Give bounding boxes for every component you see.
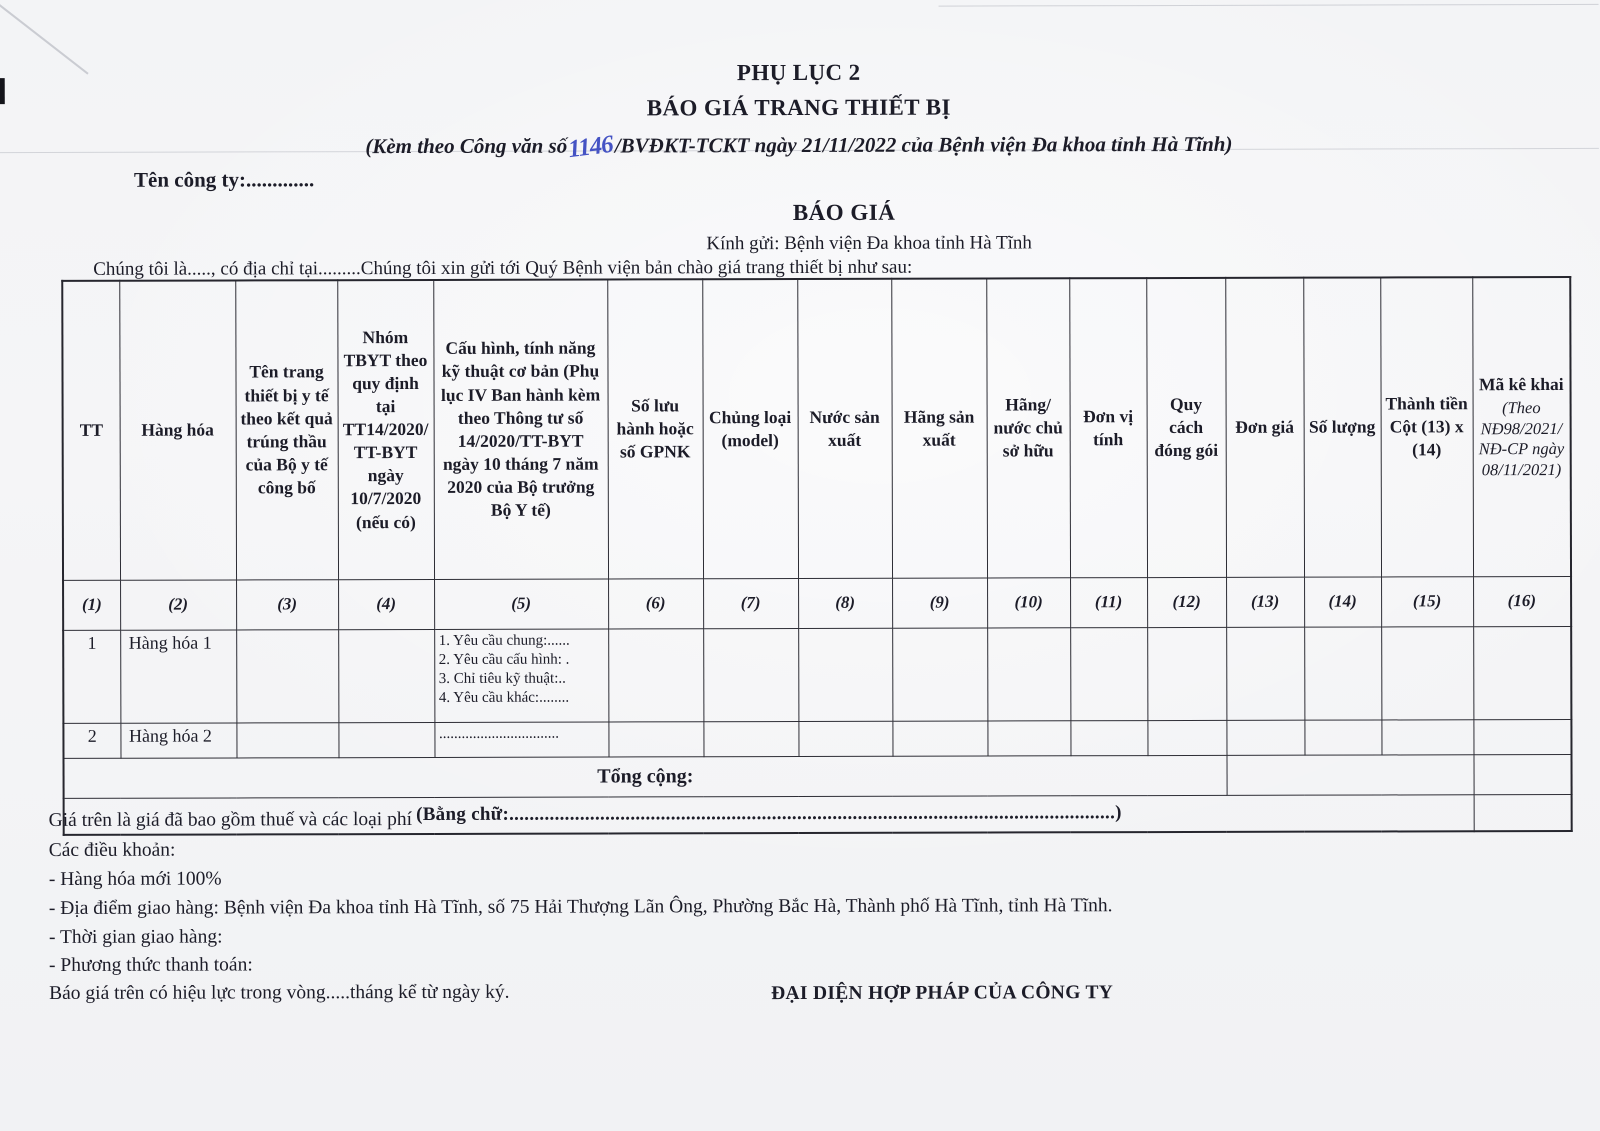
col-number: (11) xyxy=(1070,577,1147,627)
table-row-item-1 xyxy=(63,626,1571,723)
footer-note-tax: Giá trên là giá đã bao gồm thuế và các loại phí xyxy=(48,809,413,831)
company-name-line: Tên công ty:............. xyxy=(133,167,315,192)
empty-cell xyxy=(236,722,338,757)
col-header-hang-san-xuat: Hãng sản xuất xyxy=(891,279,987,578)
item-1-name: Hàng hóa 1 xyxy=(120,629,236,722)
col-header-cau-hinh: Cấu hình, tính năng kỹ thuật cơ bản (Phụ lục IV Ban hành kèm theo Thông tư số 14/2020/TT-BYT ngày 10 tháng 7 năm 2020 của Bộ trưởng Bộ Y tế) xyxy=(433,280,608,579)
total-label-cell: Tổng cộng: xyxy=(64,755,1227,798)
empty-cell xyxy=(338,722,434,757)
column-numbering-row xyxy=(63,576,1571,630)
col-number: (12) xyxy=(1147,577,1226,627)
col-header-chung-loai: Chủng loại (model) xyxy=(702,279,798,578)
empty-cell xyxy=(987,627,1070,720)
col-number: (8) xyxy=(798,578,892,628)
empty-cell xyxy=(1147,720,1226,755)
col-number: (13) xyxy=(1226,577,1304,627)
col-number: (10) xyxy=(987,577,1070,627)
intro-line: Chúng tôi là....., có địa chỉ tại.........Chúng tôi xin gửi tới Quý Bệnh viện bản chào giá trang thiết bị như sau: xyxy=(93,256,913,280)
empty-cell xyxy=(1226,627,1304,720)
col-number: (9) xyxy=(892,578,987,628)
item-1-specs xyxy=(434,629,608,722)
col-header-quy-cach: Quy cách đóng gói xyxy=(1146,278,1226,577)
footer-note-delivery-place: - Địa điểm giao hàng: Bệnh viện Đa khoa tỉnh Hà Tĩnh, số 75 Hải Thượng Lãn Ông, Phường Bắc Hà, Thành phố Hà Tĩnh, tỉnh Hà Tĩnh. xyxy=(48,895,1113,919)
col-number: (4) xyxy=(338,579,434,629)
empty-cell xyxy=(1473,626,1571,719)
empty-cell xyxy=(1381,719,1473,754)
empty-cell xyxy=(798,628,892,721)
col-header-so-luu-hanh: Số lưu hành hoặc số GPNK xyxy=(607,279,703,578)
footer-note-new-goods: - Hàng hóa mới 100% xyxy=(48,868,222,890)
col-header-ma-ke-khai xyxy=(1472,277,1571,576)
col-number: (15) xyxy=(1381,576,1473,626)
document-title: BÁO GIÁ TRANG THIẾT BỊ xyxy=(646,94,951,121)
empty-cell xyxy=(798,721,892,756)
empty-cell xyxy=(1070,627,1147,720)
col-number: (5) xyxy=(434,579,608,629)
col-header-don-gia: Đơn giá xyxy=(1225,278,1304,577)
item-1-tt: 1 xyxy=(63,630,120,723)
empty-cell xyxy=(1474,794,1572,831)
col-number: (1) xyxy=(63,580,120,630)
col-number: (14) xyxy=(1304,576,1381,626)
col-header-nuoc-san-xuat: Nước sản xuất xyxy=(797,279,892,578)
amount-in-words-cell: (Bằng chữ:........................................................................................................................) xyxy=(64,794,1474,834)
empty-cell xyxy=(608,628,703,721)
total-amount-cell xyxy=(1226,754,1473,795)
empty-cell xyxy=(1473,719,1571,754)
col-header-nhom-tbyt: Nhóm TBYT theo quy định tại TT14/2020/TT-BYT ngày 10/7/2020 (nếu có) xyxy=(337,280,434,579)
ma-ke-khai-label: Mã kê khai xyxy=(1478,373,1564,395)
signature-title: ĐẠI DIỆN HỢP PHÁP CỦA CÔNG TY xyxy=(771,982,1114,1005)
col-header-hang-hoa: Hàng hóa xyxy=(119,280,236,579)
empty-cell xyxy=(1147,627,1226,720)
item-2-name: Hàng hóa 2 xyxy=(120,722,236,757)
col-number: (3) xyxy=(236,579,338,629)
empty-cell xyxy=(338,629,434,722)
empty-cell xyxy=(1381,626,1473,719)
col-header-tt: TT xyxy=(62,281,120,580)
col-header-don-vi-tinh: Đơn vị tính xyxy=(1069,278,1147,577)
empty-cell xyxy=(703,628,798,721)
spec-line: 3. Chỉ tiêu kỹ thuật:.. xyxy=(438,670,566,687)
empty-cell xyxy=(1304,719,1381,754)
total-row xyxy=(64,754,1572,798)
col-header-so-luong: Số lượng xyxy=(1303,277,1381,576)
footer-note-terms: Các điều khoản: xyxy=(48,839,176,861)
reference-post: /BVĐKT-TCKT ngày 21/11/2022 của Bệnh viện Đa khoa tỉnh Hà Tĩnh) xyxy=(614,131,1233,158)
appendix-title: PHỤ LỤC 2 xyxy=(736,59,861,86)
empty-cell xyxy=(892,721,987,756)
spec-line: ................................ xyxy=(438,725,559,742)
empty-cell xyxy=(703,721,798,756)
empty-cell xyxy=(892,628,987,721)
quotation-table xyxy=(61,276,1572,835)
col-number: (16) xyxy=(1473,576,1571,626)
reference-line xyxy=(0,129,1599,164)
ma-ke-khai-note: (Theo NĐ98/2021/NĐ-CP ngày 08/11/2021) xyxy=(1478,398,1565,480)
col-number: (7) xyxy=(703,578,798,628)
col-header-thanh-tien: Thành tiền Cột (13) x (14) xyxy=(1380,277,1473,576)
empty-cell xyxy=(1070,720,1147,755)
col-header-ten-thiet-bi: Tên trang thiết bị y tế theo kết quả trúng thầu của Bộ y tế công bố xyxy=(235,280,338,579)
footer-note-delivery-time: - Thời gian giao hàng: xyxy=(48,926,223,948)
footer-note-validity: Báo giá trên có hiệu lực trong vòng.....tháng kể từ ngày ký. xyxy=(49,981,510,1004)
empty-cell xyxy=(236,629,338,722)
spec-line: 1. Yêu cầu chung:...... xyxy=(438,632,570,649)
scan-top-line xyxy=(939,4,1599,7)
col-number: (2) xyxy=(120,579,236,629)
empty-cell xyxy=(1473,754,1571,794)
quote-heading: BÁO GIÁ xyxy=(792,199,896,226)
col-header-chu-so-huu: Hãng/ nước chủ sở hữu xyxy=(986,278,1070,577)
footer-note-payment: - Phương thức thanh toán: xyxy=(49,954,253,976)
table-header-row xyxy=(62,277,1571,580)
spec-line: 2. Yêu cầu cấu hình: . xyxy=(438,651,570,668)
table-row-item-2 xyxy=(63,719,1571,758)
item-2-tt: 2 xyxy=(63,723,120,758)
spec-line: 4. Yêu cầu khác:........ xyxy=(438,689,570,706)
empty-cell xyxy=(987,720,1070,755)
empty-cell xyxy=(1226,720,1304,755)
salutation-line: Kính gửi: Bệnh viện Đa khoa tỉnh Hà Tĩnh xyxy=(706,232,1032,255)
reference-pre: (Kèm theo Công văn số xyxy=(365,133,568,159)
empty-cell xyxy=(608,721,703,756)
empty-cell xyxy=(1304,626,1381,719)
item-2-specs xyxy=(434,722,608,757)
col-number: (6) xyxy=(608,578,703,628)
handwritten-reference-number: 1146 xyxy=(566,130,615,164)
